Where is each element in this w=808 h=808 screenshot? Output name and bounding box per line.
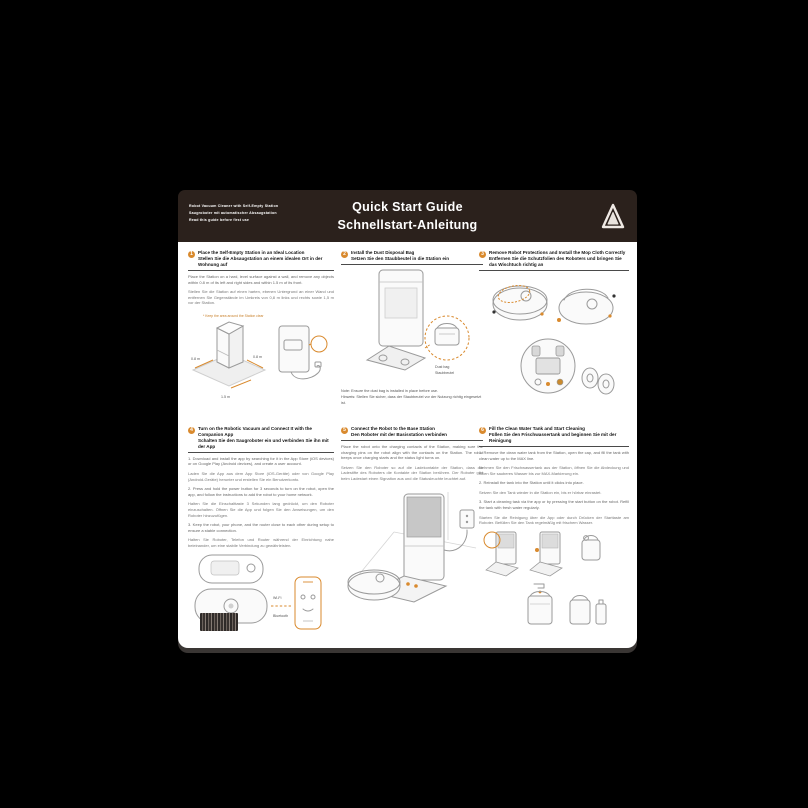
section-6-step3-de: Starten Sie die Reinigung über die App oder durch Drücken der Starttaste am Roboter. Befüllen Sie den Tank regelmäßig mit frischem Wasser. xyxy=(479,514,629,526)
section-6-title-en: Fill the Clean Water Tank and Start Cleaning xyxy=(489,426,585,431)
section-1-title-de: Stellen Sie die Absaugstation an einem idealen Ort in der Wohnung auf xyxy=(198,255,323,267)
dust-bag-callout-de: Staubbeutel xyxy=(435,370,455,375)
section-5-text-en: Place the robot onto the charging contacts of the Station, making sure the charging pins on the robot align with the contacts on the Station. The robot beeps once charging starts and the status light turns on. xyxy=(341,443,483,461)
step-number-badge: 2 xyxy=(341,251,348,258)
clearance-right-label: 0.8 m xyxy=(253,354,262,359)
section-app-setup xyxy=(188,426,334,641)
section-6-step1-en: 1. Remove the clean water tank from the Station, open the cap, and fill the tank with clean water up to the MAX line. xyxy=(479,449,629,461)
section-6-header xyxy=(479,426,629,447)
guide-title xyxy=(178,198,637,234)
guide-title-de: Schnellstart-Anleitung xyxy=(337,218,478,233)
step-number-badge: 6 xyxy=(479,427,486,434)
dust-bag-callout-en: Dust bag xyxy=(435,364,450,369)
product-barcode xyxy=(200,613,238,631)
step-number-badge: 1 xyxy=(188,251,195,258)
section-dock-robot xyxy=(341,426,483,641)
section-5-title-en: Connect the Robot to the Base Station xyxy=(351,426,435,431)
section-4-title-de: Schalten Sie den Saugroboter ein und verbinden Sie ihn mit der App xyxy=(198,437,329,449)
section-1-text-de: Stellen Sie die Station auf einen harten, ebenen Untergrund an einer Wand und entfernen Sie Gegenstände im Umkreis von 0,8 m links und rechts sowie 1,5 m vor der Station. xyxy=(188,289,334,306)
docking-illustration xyxy=(342,488,482,614)
section-2-title-en: Install the Dust Disposal Bag xyxy=(351,250,415,255)
section-5-title-de: Den Roboter mit der Basisstation verbinden xyxy=(351,431,447,437)
section-4-step2-de: Halten Sie die Einschalttaste 3 Sekunden lang gedrückt, um den Roboter einzuschalten. Öffnen Sie die App und folgen Sie den Anweisungen, um den Roboter hinzuzufügen. xyxy=(188,501,334,518)
clearance-front-label: 1.5 m xyxy=(221,394,230,399)
section-4-step3-en: 3. Keep the robot, your phone, and the router close to each other during setup to ensure a stable connection. xyxy=(188,522,334,533)
section-2-header xyxy=(341,250,483,265)
station-placement-illustration xyxy=(191,310,331,404)
section-1-header xyxy=(188,250,334,271)
section-remove-protections xyxy=(479,250,629,424)
section-2-title-de: Setzen Sie den Staubbeutel in die Station ein xyxy=(351,255,450,261)
wifi-label: Wi-Fi xyxy=(273,595,282,600)
section-1-title-en: Place the Self-Empty Station in an Ideal Location xyxy=(198,250,305,255)
section-2-title xyxy=(351,250,449,262)
section-6-title-de: Füllen Sie den Frischwassertank und beginnen Sie mit der Reinigung xyxy=(489,431,617,443)
section-4-step1-en: 1. Download and install the app by searching for it in the App Store (iOS devices) or on Google Play (Android devices), and create a user account. xyxy=(188,455,334,467)
section-5-header xyxy=(341,426,483,441)
section-3-header xyxy=(479,250,629,271)
product-info-line: Robot Vacuum Cleaner with Self-Empty Station xyxy=(189,204,279,208)
section-6-step3-en: 3. Start a cleaning task via the app or by pressing the start button on the robot. Refill the tank with fresh water regularly. xyxy=(479,499,629,511)
section-3-title-de: Entfernen Sie die Schutzfolien des Roboters und bringen Sie das Wischtuch richtig an xyxy=(489,255,622,267)
guide-title-en: Quick Start Guide xyxy=(352,200,463,214)
product-info-line: Saugroboter mit automatischer Absaugstation xyxy=(189,210,277,215)
guide-header xyxy=(178,190,637,242)
step-number-badge: 4 xyxy=(188,427,195,434)
section-4-title xyxy=(198,426,334,450)
section-6-step2-de: Setzen Sie den Tank wieder in die Station ein, bis er hörbar einrastet. xyxy=(479,489,602,495)
clearance-note-label: * Keep the area around the Station clear xyxy=(203,313,264,318)
section-5-title xyxy=(351,426,447,438)
section-2-note-de: Hinweis: Stellen Sie sicher, dass der Staubbeutel vor der Nutzung richtig eingesetzt ist. xyxy=(341,395,482,405)
section-4-header xyxy=(188,426,334,453)
section-5-text-de: Setzen Sie den Roboter so auf die Ladekontakte der Station, dass die Ladestifte des Roboters die Kontakte der Station berühren. Der Roboter gibt beim Ladestart einen Signalton aus und die Statusleuchte leuchtet auf. xyxy=(341,464,483,481)
brand-triangle-logo-icon xyxy=(601,203,625,230)
section-fill-water-tank xyxy=(479,426,629,641)
section-6-step2-en: 2. Reinstall the tank into the Station until it clicks into place. xyxy=(479,480,584,486)
section-place-station xyxy=(188,250,334,424)
clearance-left-label: 0.8 m xyxy=(191,356,200,361)
guide-body xyxy=(178,242,637,648)
section-3-title xyxy=(489,250,629,268)
quick-start-guide-page xyxy=(178,190,637,654)
section-6-title xyxy=(489,426,629,444)
product-info-line: Read this guide before first use xyxy=(189,217,250,222)
section-1-text-en: Place the Station on a hard, level surface against a wall, and remove any objects within 0.8 m of its left and right sides and within 1.5 m of its front. xyxy=(188,273,334,285)
section-4-step1-de: Laden Sie die App aus dem App Store (iOS-Geräte) oder von Google Play (Android-Geräte) herunter und erstellen Sie ein Benutzerkonto. xyxy=(188,471,334,482)
step-number-badge: 5 xyxy=(341,427,348,434)
section-4-step2-en: 2. Press and hold the power button for 3 seconds to turn on the robot, open the app, and follow the instructions to add the robot to your home network. xyxy=(188,486,334,497)
dust-bag-install-illustration xyxy=(343,268,481,386)
section-install-dust-bag xyxy=(341,250,483,424)
step-number-badge: 3 xyxy=(479,251,486,258)
section-1-title xyxy=(198,250,334,268)
section-4-title-en: Turn on the Robotic Vacuum and Connect It with the Companion App xyxy=(198,426,312,437)
section-6-step1-de: Nehmen Sie den Frischwassertank aus der Station, öffnen Sie die Abdeckung und füllen Sie sauberes Wasser bis zur MAX-Markierung ein. xyxy=(479,465,629,476)
water-tank-illustration xyxy=(482,530,626,636)
section-3-title-en: Remove Robot Protections and Install the Mop Cloth Correctly xyxy=(489,250,626,255)
section-2-note-en: Note: Ensure the dust bag is installed in place before use. xyxy=(341,388,439,393)
robot-protections-illustration xyxy=(482,274,626,414)
bluetooth-label: Bluetooth xyxy=(273,613,289,618)
section-4-step3-de: Halten Sie Roboter, Telefon und Router während der Einrichtung nahe beieinander, um eine stabile Verbindung zu gewährleisten. xyxy=(188,537,334,548)
